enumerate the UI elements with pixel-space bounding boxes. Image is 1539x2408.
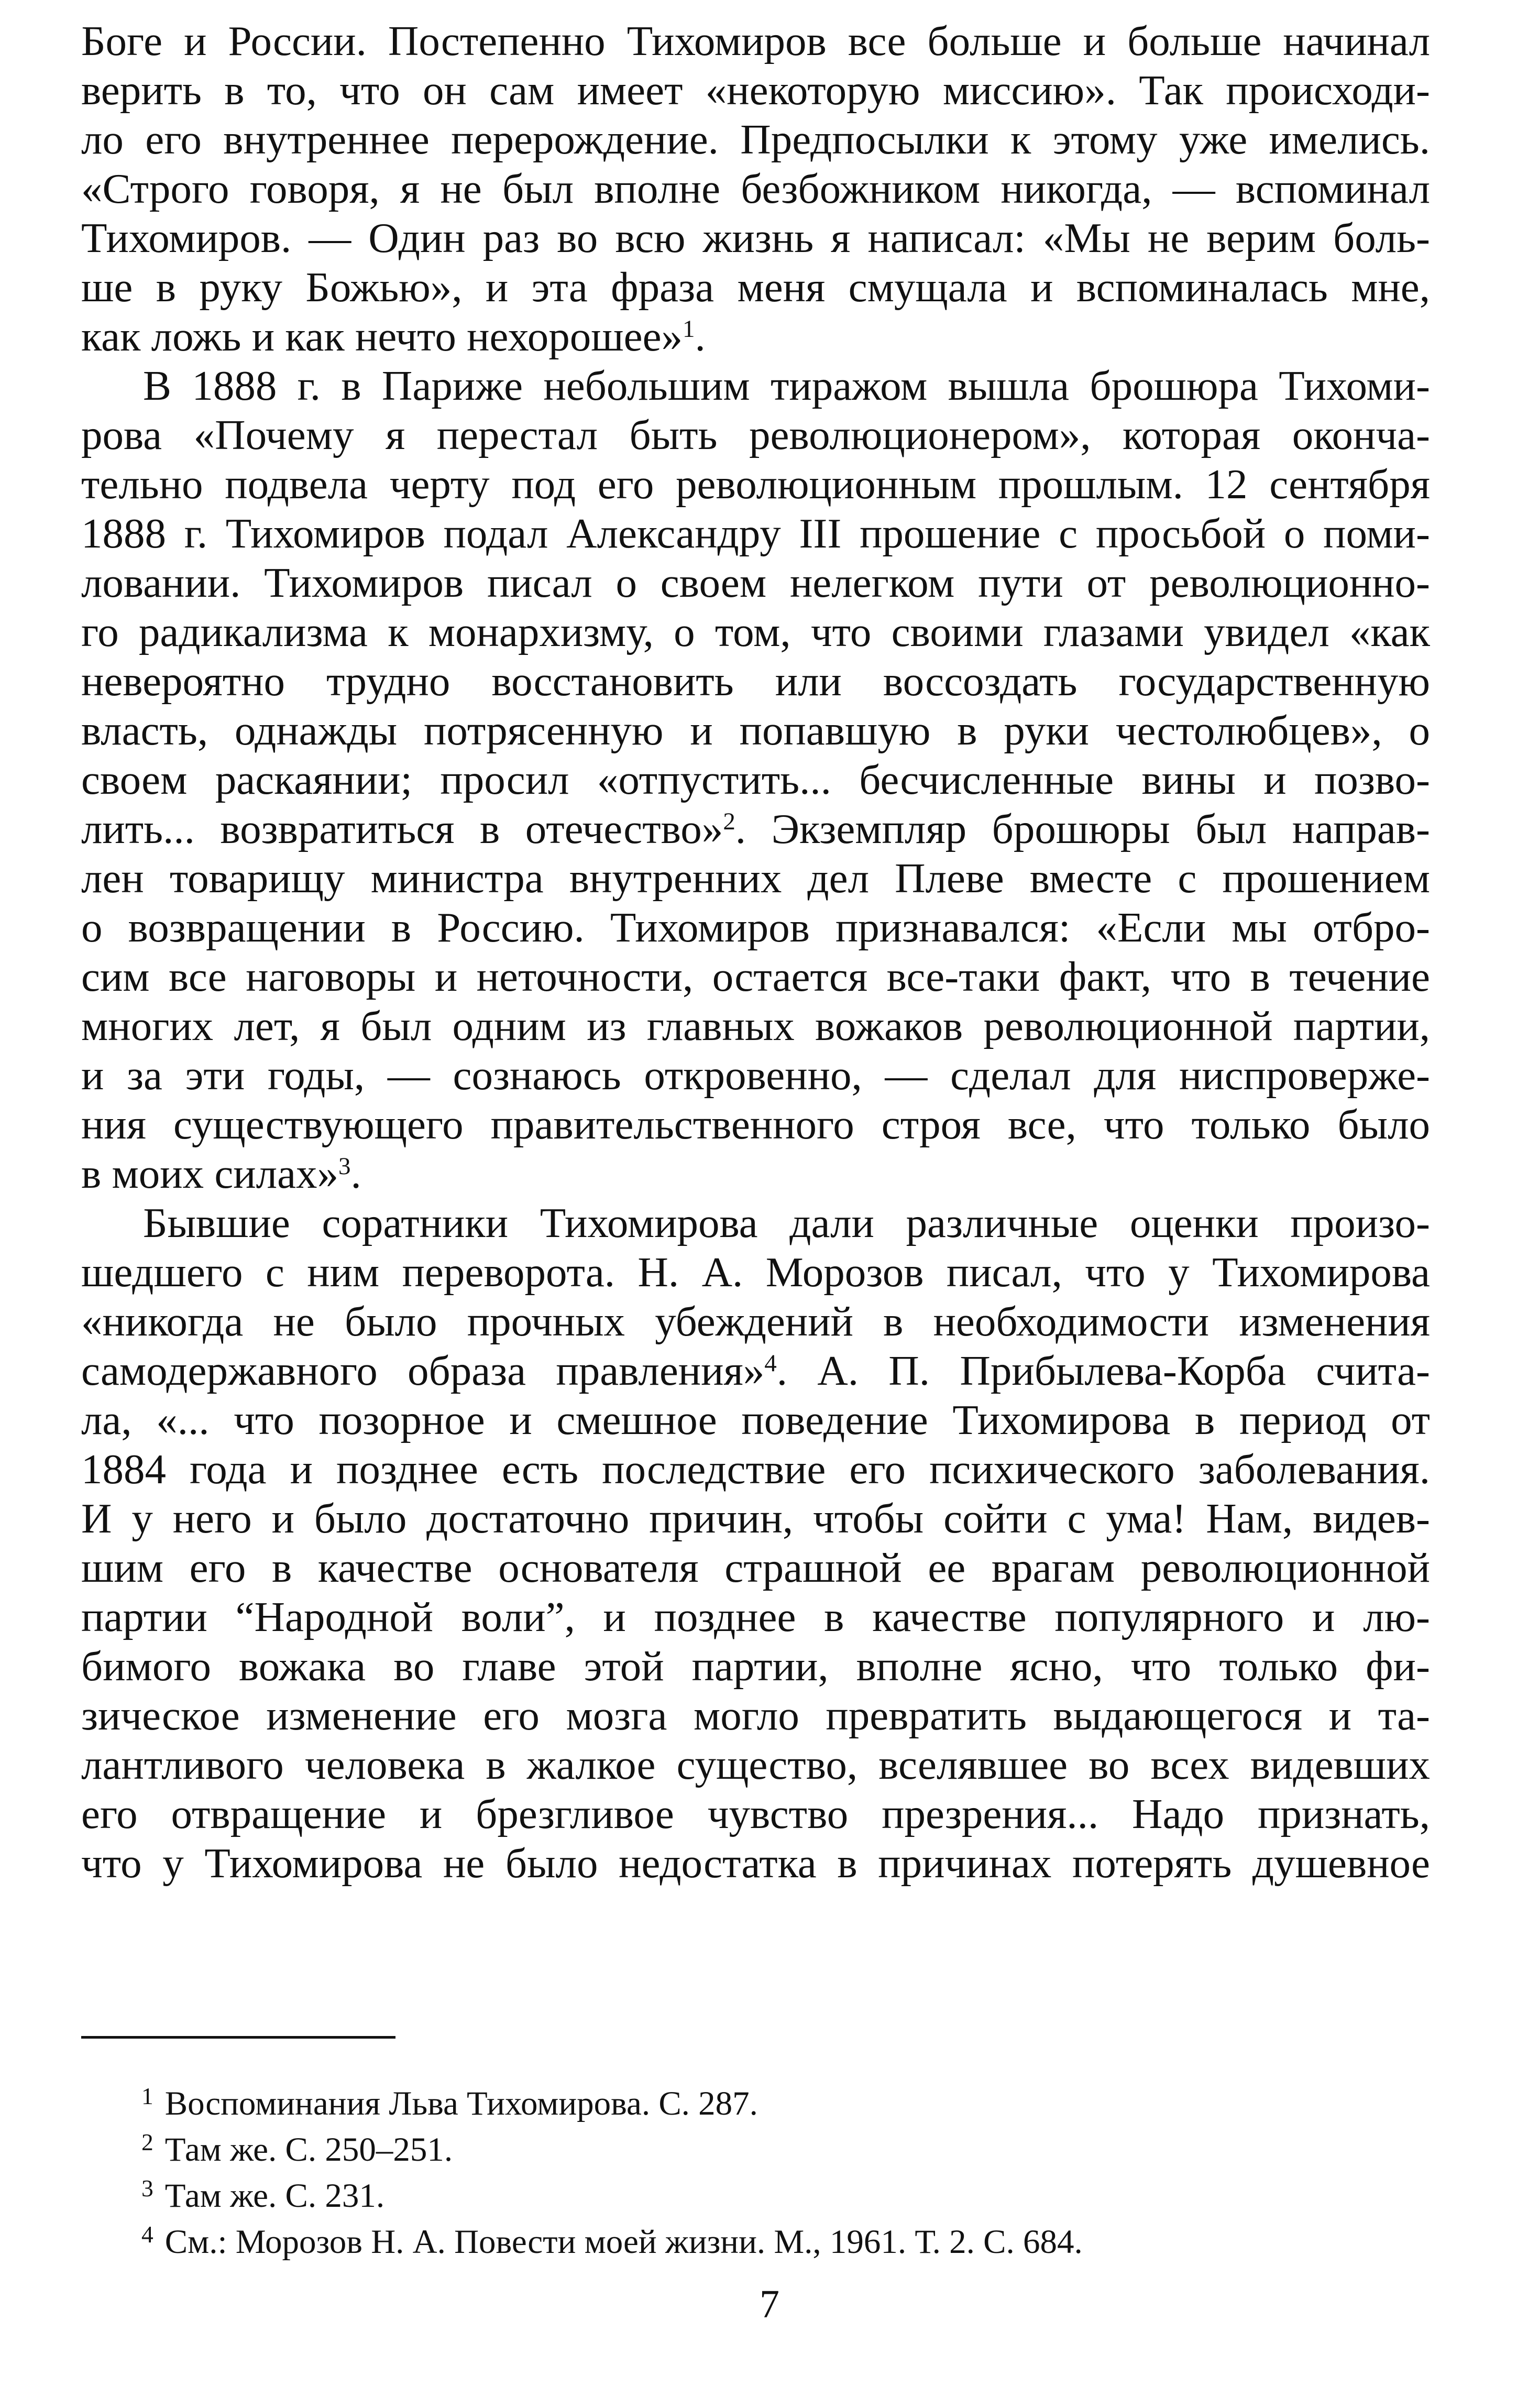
text-segment: в моих силах»	[81, 1150, 339, 1197]
text-line: шим его в качестве основателя страшной ее врагам революционной	[81, 1544, 1430, 1591]
text-line: рова «Почему я перестал быть революционером», которая оконча-	[81, 411, 1430, 458]
text-line: тельно подвела черту под его революционным прошлым. 12 сентября	[81, 461, 1430, 508]
text-segment: .	[695, 313, 706, 360]
text-segment: .	[350, 1150, 361, 1197]
text-line: Тихомиров. — Один раз во всю жизнь я написал: «Мы не верим боль-	[81, 214, 1430, 261]
footnote-ref: 2	[723, 808, 735, 836]
text-line: лен товарищу министра внутренних дел Плеве вместе с прошением	[81, 855, 1430, 902]
text-line: «Строго говоря, я не был вполне безбожником никогда, — вспоминал	[81, 165, 1430, 212]
text-line: шедшего с ним переворота. Н. А. Морозов писал, что у Тихомирова	[81, 1249, 1430, 1296]
footnote	[141, 2172, 384, 2219]
text-line: партии “Народной воли”, и позднее в качестве популярного и лю-	[81, 1593, 1430, 1640]
text-segment: . Экземпляр брошюры был направ-	[735, 805, 1431, 852]
text-segment: самодержавного образа правления»	[81, 1347, 765, 1394]
footnote-number: 4	[141, 2220, 153, 2248]
footnote-number: 1	[141, 2082, 153, 2109]
footnote	[141, 2218, 1083, 2265]
text-line: ло его внутреннее перерождение. Предпосылки к этому уже имелись.	[81, 116, 1430, 163]
text-line: ше в руку Божью», и эта фраза меня смущала и вспоминалась мне,	[81, 264, 1430, 311]
text-line: Бывшие соратники Тихомирова дали различные оценки произо-	[143, 1199, 1430, 1246]
text-line	[81, 310, 1430, 363]
text-line: о возвращении в Россию. Тихомиров признавался: «Если мы отбро-	[81, 904, 1430, 951]
footnote-divider	[81, 2036, 395, 2039]
footnote-text: Там же. С. 231.	[164, 2177, 385, 2215]
footnote	[141, 2080, 758, 2127]
text-line: сим все наговоры и неточности, остается все-таки факт, что в течение	[81, 953, 1430, 1000]
text-segment: . А. П. Прибылева-Корба счита-	[776, 1347, 1430, 1394]
text-line: ловании. Тихомиров писал о своем нелегком пути от революционно-	[81, 559, 1430, 606]
text-line: 1884 года и позднее есть последствие его психического заболевания.	[81, 1446, 1430, 1493]
footnote-text: Там же. С. 250–251.	[164, 2131, 453, 2169]
footnote-text: Воспоминания Льва Тихомирова. С. 287.	[164, 2085, 758, 2122]
footnote-ref: 4	[764, 1350, 777, 1377]
page-number: 7	[760, 2282, 779, 2326]
text-line: своем раскаянии; просил «отпустить... бесчисленные вины и позво-	[81, 756, 1430, 803]
text-line: многих лет, я был одним из главных вожаков революционной партии,	[81, 1002, 1430, 1049]
text-line: лантливого человека в жалкое существо, вселявшее во всех видевших	[81, 1741, 1430, 1788]
text-line: и за эти годы, — сознаюсь откровенно, — сделал для ниспроверже-	[81, 1052, 1430, 1099]
text-line	[81, 803, 1430, 855]
text-line	[81, 1344, 1430, 1397]
text-line: ла, «... что позорное и смешное поведение Тихомирова в период от	[81, 1396, 1430, 1443]
text-segment: как ложь и как нечто нехорошее»	[81, 313, 683, 360]
footnote-ref: 3	[338, 1153, 351, 1180]
footnote-number: 2	[141, 2128, 153, 2155]
text-line: его отвращение и брезгливое чувство презрения... Надо признать,	[81, 1790, 1430, 1837]
text-line: Боге и России. Постепенно Тихомиров все больше и больше начинал	[81, 17, 1430, 64]
text-line: ния существующего правительственного строя все, что только было	[81, 1101, 1430, 1148]
footnote-text: См.: Морозов Н. А. Повести моей жизни. М., 1961. Т. 2. С. 684.	[164, 2223, 1083, 2261]
text-line: «никогда не было прочных убеждений в необходимости изменения	[81, 1298, 1430, 1345]
text-line: зическое изменение его мозга могло превратить выдающегося и та-	[81, 1692, 1430, 1739]
footnote-number: 3	[141, 2174, 153, 2202]
text-line: власть, однажды потрясенную и попавшую в руки честолюбцев», о	[81, 707, 1430, 754]
text-line: что у Тихомирова не было недостатка в причинах потерять душевное	[81, 1840, 1430, 1887]
text-segment: лить... возвратиться в отечество»	[81, 805, 723, 852]
text-line: невероятно трудно восстановить или воссоздать государственную	[81, 658, 1430, 705]
footnote	[141, 2126, 453, 2173]
text-line: верить в то, что он сам имеет «некоторую миссию». Так происходи-	[81, 67, 1430, 114]
text-line: 1888 г. Тихомиров подал Александру III прошение с просьбой о поми-	[81, 510, 1430, 557]
footnote-ref: 1	[683, 315, 695, 343]
text-line: бимого вожака во главе этой партии, вполне ясно, что только фи-	[81, 1643, 1430, 1690]
text-line: В 1888 г. в Париже небольшим тиражом вышла брошюра Тихоми-	[143, 362, 1430, 409]
text-line: го радикализма к монархизму, о том, что своими глазами увидел «как	[81, 608, 1430, 655]
text-line: И у него и было достаточно причин, чтобы сойти с ума! Нам, видев-	[81, 1495, 1430, 1542]
text-line	[81, 1147, 1430, 1200]
